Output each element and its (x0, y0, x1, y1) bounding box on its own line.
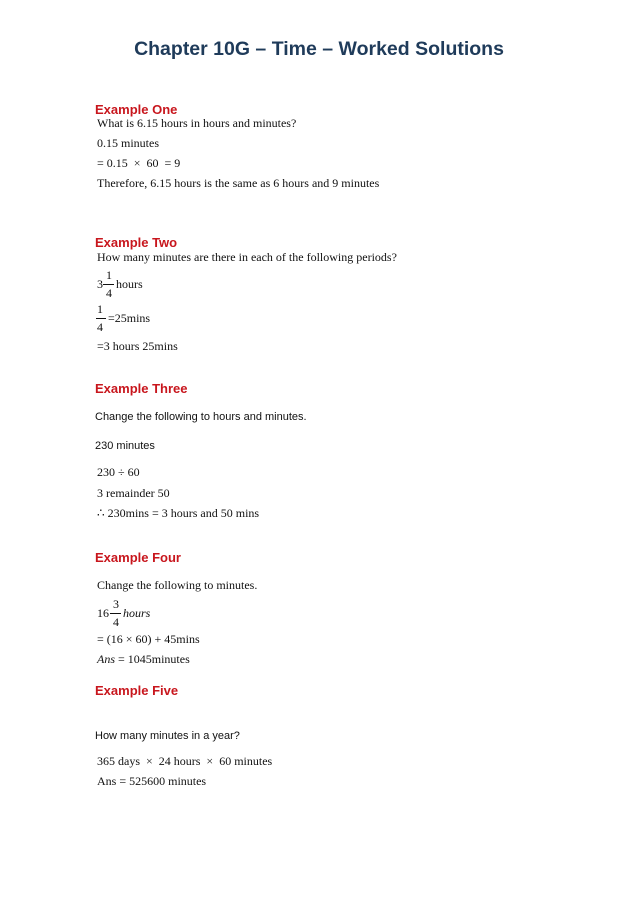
example-three-line-3: ∴ 230mins = 3 hours and 50 mins (97, 506, 260, 520)
example-two-equation: =25mins (108, 311, 151, 325)
example-one-question: What is 6.15 hours in hours and minutes? (97, 116, 297, 130)
example-four-denominator: 4 (113, 615, 119, 629)
example-five-question: How many minutes in a year? (95, 730, 240, 742)
example-two-denominator-2: 4 (97, 320, 103, 334)
example-two-heading: Example Two (95, 235, 178, 250)
example-five-line-1: 365 days × 24 hours × 60 minutes (97, 754, 273, 768)
example-three-instruction: Change the following to hours and minutes. (95, 411, 307, 423)
fraction-bar (110, 613, 121, 614)
example-two-numerator-2: 1 (97, 302, 103, 316)
example-one-heading: Example One (95, 102, 178, 117)
example-four-instruction: Change the following to minutes. (97, 578, 258, 592)
example-four-unit-text: hours (123, 606, 151, 620)
example-two-question: How many minutes are there in each of the following periods? (97, 250, 397, 264)
example-three-heading: Example Three (95, 381, 188, 396)
example-four-whole: 16 (97, 606, 109, 620)
example-two-whole: 3 (97, 277, 103, 291)
example-four-answer-value: = 1045minutes (115, 652, 190, 666)
example-three-given: 230 minutes (95, 440, 155, 452)
example-four-answer-label: Ans (97, 652, 115, 666)
example-four-heading: Example Four (95, 550, 181, 565)
example-five-line-2: Ans = 525600 minutes (97, 774, 207, 788)
example-two-unit: hours (116, 277, 143, 291)
example-three-line-1: 230 ÷ 60 (97, 465, 140, 479)
example-one-line-3: Therefore, 6.15 hours is the same as 6 hours and 9 minutes (97, 176, 380, 190)
example-two-denominator: 4 (106, 286, 112, 300)
example-one-line-1: 0.15 minutes (97, 136, 159, 150)
example-five-heading: Example Five (95, 683, 179, 698)
example-three-line-2: 3 remainder 50 (97, 486, 170, 500)
example-four-numerator: 3 (113, 597, 119, 611)
example-two-numerator: 1 (106, 268, 112, 282)
example-four-unit (123, 606, 150, 621)
fraction-bar (103, 284, 114, 285)
example-two-result: =3 hours 25mins (97, 339, 178, 353)
example-four-line-2: = (16 × 60) + 45mins (97, 632, 200, 646)
example-one-line-2: = 0.15 × 60 = 9 (97, 156, 181, 170)
example-four-answer (97, 652, 190, 667)
fraction-bar (96, 318, 106, 319)
page-title: Chapter 10G – Time – Worked Solutions (134, 38, 504, 60)
